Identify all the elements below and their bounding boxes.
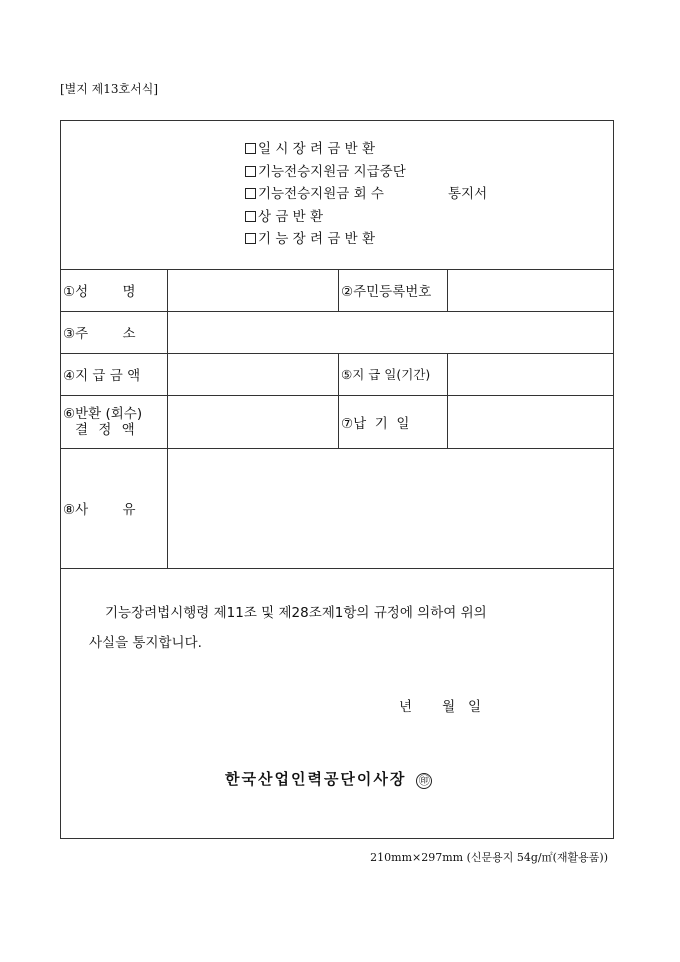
form-number-label: [별지 제13호서식] xyxy=(60,82,158,96)
notice-line-2: 사실을 통지합니다. xyxy=(89,635,202,651)
checkbox[interactable] xyxy=(245,211,256,222)
title-option-text: 기능전승지원금 회 수 xyxy=(258,186,384,202)
refund-label-line2: 결 정 액 xyxy=(75,421,138,438)
amount-label: ④지 급 금 액 xyxy=(63,368,141,384)
checkbox[interactable] xyxy=(245,166,256,177)
paper-spec: 210mm×297mm (신문용지 54g/㎡(재활용품)) xyxy=(370,851,608,864)
name-label: ①성 명 xyxy=(63,284,136,300)
row-name xyxy=(61,269,613,312)
pay-date-label: ⑤지 급 일(기간) xyxy=(338,353,447,395)
date-line[interactable]: 년 월 일 xyxy=(399,699,482,715)
rrn-label: ②주민등록번호 xyxy=(338,269,447,311)
title-option-text: 기능전승지원금 지급중단 xyxy=(258,163,406,180)
address-field[interactable] xyxy=(167,311,613,353)
title-option-4[interactable] xyxy=(245,206,487,229)
address-label: ③주 소 xyxy=(63,326,136,342)
reason-field[interactable] xyxy=(167,448,613,568)
checkbox[interactable] xyxy=(245,188,256,199)
refund-label xyxy=(61,395,167,448)
title-option-3[interactable] xyxy=(245,183,487,206)
signer xyxy=(225,768,432,789)
reason-label: ⑧사 유 xyxy=(63,502,136,518)
title-option-1[interactable] xyxy=(245,138,487,161)
refund-label-line1: ⑥반환 (회수) xyxy=(63,405,143,422)
title-suffix: 통지서 xyxy=(448,186,488,202)
checkbox[interactable] xyxy=(245,143,256,154)
title-option-5[interactable] xyxy=(245,228,487,251)
due-date-field[interactable] xyxy=(447,395,613,448)
signer-name: 한국산업인력공단이사장 xyxy=(225,770,407,788)
seal-icon: ㊞ xyxy=(416,773,432,789)
rrn-field[interactable] xyxy=(447,269,613,311)
title-option-text: 기 능 장 려 금 반 환 xyxy=(258,231,376,247)
row-address xyxy=(61,311,613,354)
row-amount xyxy=(61,353,613,396)
pay-date-field[interactable] xyxy=(447,353,613,395)
row-reason xyxy=(61,448,613,569)
title-option-text: 일 시 장 려 금 반 환 xyxy=(258,141,376,157)
notice-line-1: 기능장려법시행령 제11조 및 제28조제1항의 규정에 의하여 위의 xyxy=(105,605,487,621)
refund-field[interactable] xyxy=(167,395,338,448)
name-field[interactable] xyxy=(167,269,338,311)
notice-block xyxy=(61,568,613,838)
checkbox[interactable] xyxy=(245,233,256,244)
notice-text xyxy=(89,598,609,658)
amount-field[interactable] xyxy=(167,353,338,395)
title-block xyxy=(61,121,613,270)
title-option-2[interactable] xyxy=(245,161,487,184)
title-option-text: 상 금 반 환 xyxy=(258,208,324,225)
form-frame xyxy=(60,120,614,839)
title-options xyxy=(245,138,487,251)
due-date-label: ⑦납 기 일 xyxy=(338,395,447,448)
row-refund xyxy=(61,395,613,449)
